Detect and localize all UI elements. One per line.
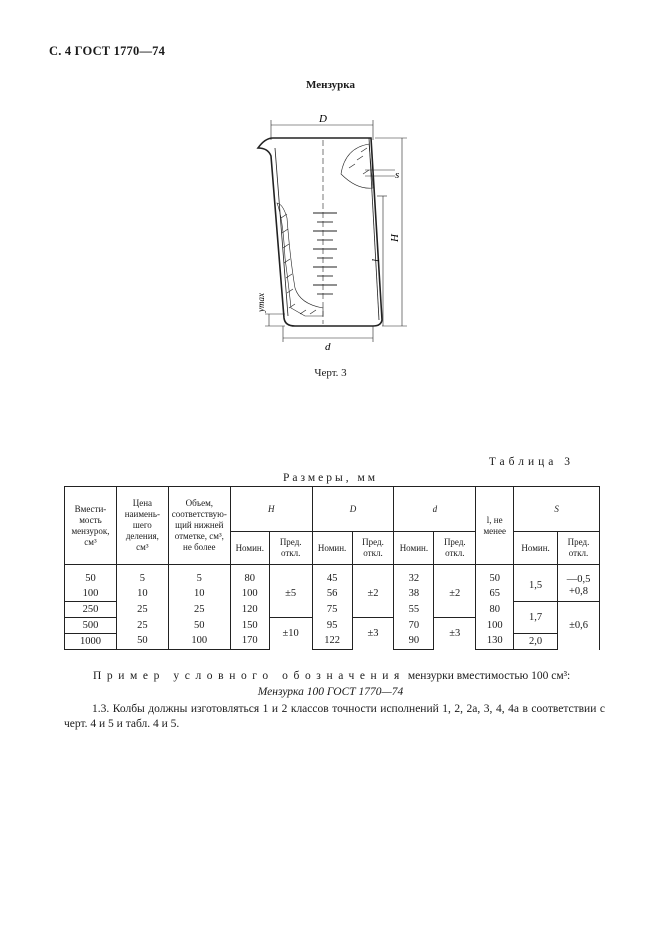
table-caption (0, 472, 661, 484)
label-l: l (370, 258, 382, 262)
cell-D-dev: ±3 (352, 618, 394, 650)
header-S-nom: Номин. (514, 532, 558, 565)
page-header: С. 4 ГОСТ 1770—74 (49, 44, 166, 58)
header-capacity: Вмести-мость мензурок, см³ (65, 487, 117, 565)
cell-division: 25 (116, 618, 168, 634)
cell-H-nom: 150 (230, 618, 269, 634)
cell-d-nom: 38 (394, 586, 434, 602)
label-s: s (395, 169, 400, 181)
label-H: H (389, 234, 401, 242)
cell-volume: 50 (168, 618, 230, 634)
cell-D-nom: 95 (312, 618, 352, 634)
header-volume: Объем, соответствую-щий нижней отметке, см³, не более (168, 487, 230, 565)
cell-D-nom: 56 (312, 586, 352, 602)
section-hatch (277, 144, 373, 316)
table-row (65, 602, 600, 618)
table-row (65, 565, 600, 587)
cell-l: 65 (476, 586, 514, 602)
header-D-nom: Номин. (312, 532, 352, 565)
cell-H-dev: ±10 (269, 618, 312, 650)
cell-H-nom: 100 (230, 586, 269, 602)
cell-l: 80 (476, 602, 514, 618)
cell-division: 50 (116, 634, 168, 650)
label-ymax: ymax (256, 293, 266, 312)
header-H: H (230, 487, 312, 532)
cell-d-nom: 32 (394, 565, 434, 587)
cell-capacity: 250 (65, 602, 117, 618)
label-D: D (319, 113, 327, 125)
cell-d-nom: 70 (394, 618, 434, 634)
header-division: Цена наимень-шего деления, см³ (116, 487, 168, 565)
cell-d-dev: ±2 (434, 565, 476, 618)
cell-S-nom: 1,7 (514, 602, 558, 634)
cell-volume: 10 (168, 586, 230, 602)
cell-H-nom: 80 (230, 565, 269, 587)
cell-S-dev: ±0,6 (558, 602, 600, 650)
cell-H-nom: 120 (230, 602, 269, 618)
header-D: D (312, 487, 394, 532)
table-label: Таблица 3 (488, 456, 574, 468)
header-l: l, не менее (476, 487, 514, 565)
cell-D-nom: 122 (312, 634, 352, 650)
example-spaced-heading: Пример условного обозначения (93, 670, 405, 682)
cell-d-dev: ±3 (434, 618, 476, 650)
graduation-marks (313, 140, 337, 324)
cell-volume: 100 (168, 634, 230, 650)
cell-capacity: 1000 (65, 634, 117, 650)
example-designation: Мензурка 100 ГОСТ 1770—74 (257, 686, 404, 698)
header-d-nom: Номин. (394, 532, 434, 565)
header-H-dev: Пред. откл. (269, 532, 312, 565)
cell-H-nom: 170 (230, 634, 269, 650)
header-d: d (394, 487, 476, 532)
cell-division: 25 (116, 602, 168, 618)
beaker-drawing (245, 108, 415, 353)
cell-D-nom: 75 (312, 602, 352, 618)
cell-H-dev: ±5 (269, 565, 312, 618)
beaker-outline (258, 138, 382, 326)
cell-capacity: 500 (65, 618, 117, 634)
cell-l: 50 (476, 565, 514, 587)
cell-d-nom: 90 (394, 634, 434, 650)
cell-division: 5 (116, 565, 168, 587)
cell-S-dev-minus: —0,5 (566, 574, 591, 585)
table-row (65, 634, 600, 650)
example-text: мензурки вместимостью 100 см³: (407, 670, 571, 682)
header-S: S (514, 487, 600, 532)
header-D-dev: Пред. откл. (352, 532, 394, 565)
cell-capacity: 50 (65, 565, 117, 587)
cell-l: 100 (476, 618, 514, 634)
cell-S-dev-plus: +0,8 (569, 586, 589, 597)
cell-D-nom: 45 (312, 565, 352, 587)
cell-d-nom: 55 (394, 602, 434, 618)
figure-caption: Черт. 3 (314, 367, 347, 379)
table-caption-text: Размеры, мм (282, 472, 379, 484)
figure-title: Мензурка (306, 79, 355, 91)
cell-volume: 5 (168, 565, 230, 587)
cell-division: 10 (116, 586, 168, 602)
label-d: d (325, 341, 331, 353)
cell-volume: 25 (168, 602, 230, 618)
cell-l: 130 (476, 634, 514, 650)
cell-D-dev: ±2 (352, 565, 394, 618)
paragraph-1-3: 1.3. Колбы должны изготовляться 1 и 2 классов точности исполнений 1, 2, 2а, 3, 4, 4а в соответствии с черт. 4 и 5 и табл. 4 и 5. (64, 703, 605, 730)
header-H-nom: Номин. (230, 532, 269, 565)
cell-capacity: 100 (65, 586, 117, 602)
header-d-dev: Пред. откл. (434, 532, 476, 565)
cell-S-dev (558, 565, 600, 602)
cell-S-nom: 2,0 (514, 634, 558, 650)
example-line (93, 670, 570, 682)
cell-S-nom: 1,5 (514, 565, 558, 602)
dimensions-table (64, 486, 600, 650)
header-S-dev: Пред. откл. (558, 532, 600, 565)
